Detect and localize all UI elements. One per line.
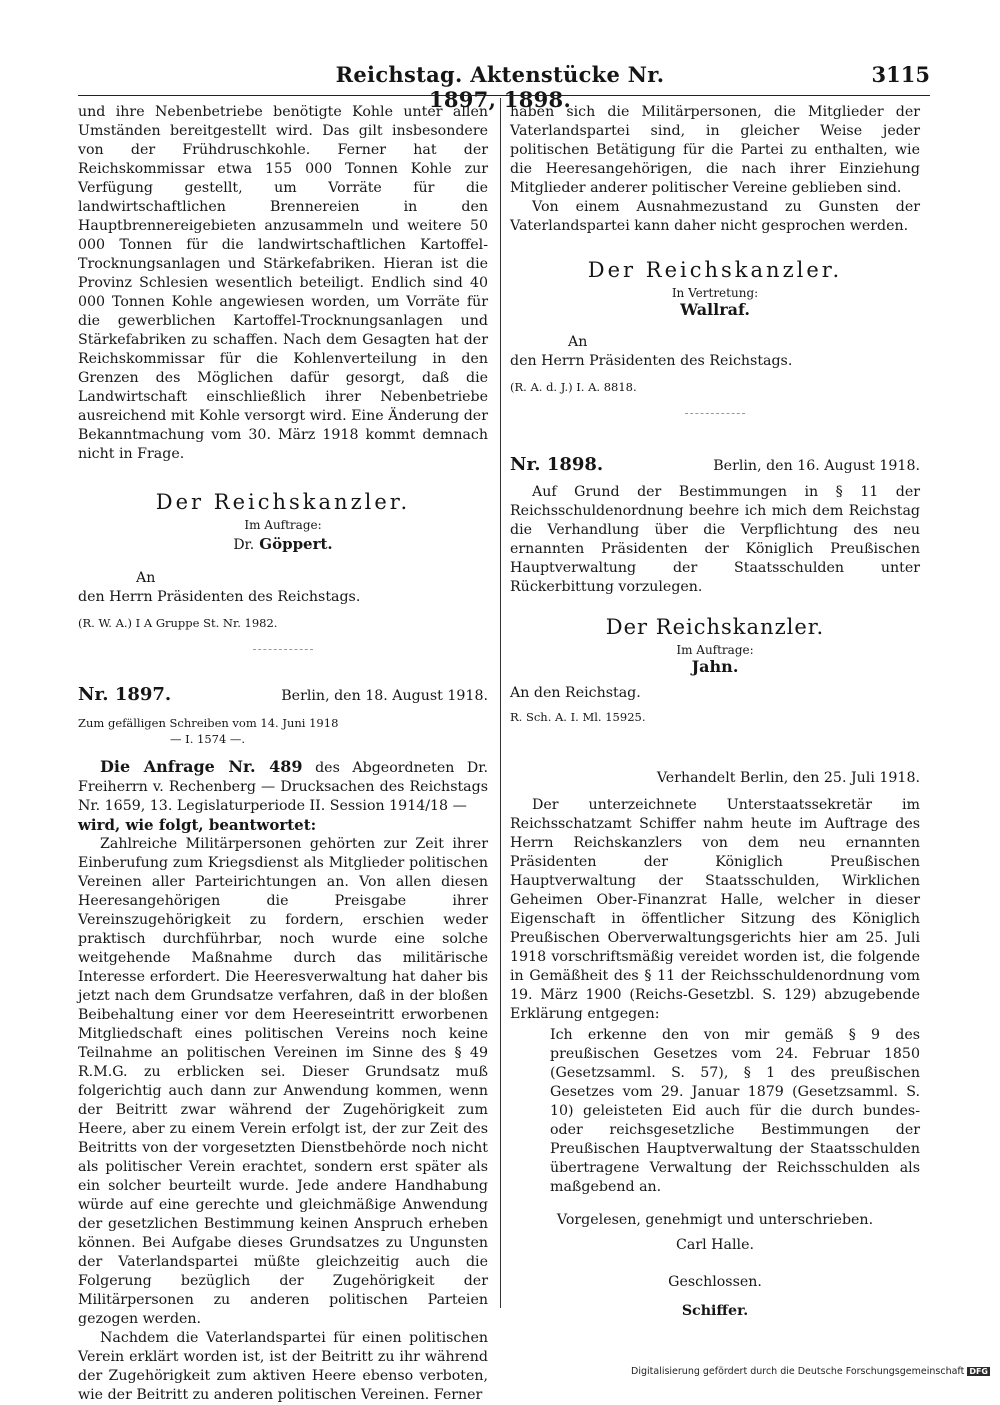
signature-capacity: Im Auftrage: [676, 643, 754, 657]
transmittal-paragraph: Auf Grund der Bestimmungen in § 11 der Reichsschuldenordnung beehre ich mich dem Reichstag die Verhandlung über die Verpflichtung des neu ernannten Präsidenten der Königlich Preußischen Hauptverwaltung der Staatsschulden unter Rückerbittung vorzulegen. [510, 484, 920, 595]
signature-name: Wallraf. [680, 300, 750, 319]
right-column [510, 103, 920, 1321]
address-an: An [568, 334, 588, 350]
reference-note: (R. W. A.) I A Gruppe St. Nr. 1982. [78, 616, 278, 630]
continuation-paragraph: haben sich die Militärpersonen, die Mitglieder der Vaterlandspartei sind, in gleicher Weise jeder politischen Betätigung für die Partei zu enthalten, wie die Heeresangehörigen, die nach ihrer Einziehung Mitglieder anderer politischer Vereine geblieben sind. [510, 104, 920, 196]
anfrage-title: Die Anfrage Nr. 489 [100, 757, 303, 776]
declarant-signature: Carl Halle. [676, 1237, 754, 1253]
anfrage-answer-line: wird, wie folgt, beantwortet: [78, 816, 317, 834]
official-signature: Schiffer. [681, 1303, 749, 1319]
anfrage-paragraph [78, 757, 488, 816]
footer-text: Digitalisierung gefördert durch die Deutsche Forschungsgemeinschaft [631, 1366, 965, 1377]
closed-note: Geschlossen. [668, 1274, 762, 1290]
signature-capacity: Im Auftrage: [244, 518, 322, 532]
address-an: An [136, 570, 156, 586]
running-header-title: Reichstag. Aktenstücke Nr. 1897, 1898. [335, 62, 665, 112]
reference-note: (R. A. d. J.) I. A. 8818. [510, 380, 637, 394]
read-approved-signed: Vorgelesen, genehmigt und unterschrieben. [556, 1212, 874, 1228]
document-heading [78, 684, 488, 705]
document-date: Berlin, den 18. August 1918. [281, 688, 488, 704]
answer-paragraph-2: Nachdem die Vaterlandspartei für einen politischen Verein erklärt worden ist, ist der Beitritt zu ihr während der Zugehörigkeit zum aktiven Heere ebenso verboten, wie der Beitritt zu anderen politischen Vereinen. Ferner [78, 1330, 488, 1403]
signature-title: Der Reichskanzler. [605, 615, 825, 639]
left-column [78, 103, 488, 1405]
anfrage-text: des Abgeordneten Dr. Freiherrn v. Rechenberg — Drucksachen des Reichstags Nr. 1659, 13. Legislaturperiode II. Session 1914/18 — [78, 760, 488, 814]
signature-name: Göppert. [259, 535, 333, 553]
header-rule [78, 95, 930, 96]
signature-name: Jahn. [691, 657, 739, 676]
letter-reference: Zum gefälligen Schreiben vom 14. Juni 1918 [78, 716, 339, 730]
reference-note: R. Sch. A. I. Ml. 15925. [510, 710, 646, 724]
signature-line [78, 534, 488, 553]
address-recipient: den Herrn Präsidenten des Reichstags. [78, 589, 361, 605]
document-date: Berlin, den 16. August 1918. [713, 458, 920, 474]
letter-reference-number: — I. 1574 —. [170, 732, 246, 746]
oath-declaration: Ich erkenne den von mir gemäß § 9 des preußischen Gesetzes vom 24. Februar 1850 (Gesetzsamml. S. 57), § 1 des preußischen Gesetzes vom 29. Januar 1879 (Gesetzsamml. S. 10) geleisteten Eid auch für die durch bundes- oder reichsgesetzliche Bestimmungen der Preußischen Hauptverwaltung der Staatsschulden übertragene Verwaltung der Reichsschulden als maßgebend an. [550, 1027, 920, 1195]
verhandelt-dateline: Verhandelt Berlin, den 25. Juli 1918. [656, 770, 920, 786]
signature-name-prefix: Dr. [233, 537, 255, 553]
exception-paragraph: Von einem Ausnahmezustand zu Gunsten der Vaterlandspartei kann daher nicht gesprochen werden. [510, 199, 920, 234]
answer-paragraph-1: Zahlreiche Militärpersonen gehörten zur Zeit ihrer Einberufung zum Kriegsdienst als Mitglieder politischen Vereinen aller Parteirichtungen an. Von allen diesen Heeresangehörigen die Preisgabe ihrer Vereinszugehörigkeit zu fordern, erschien weder praktisch durchführbar, noch wurde eine solche weitgehende Maßnahme durch das militärische Interesse erfordert. Die Heeresverwaltung hat daher bis jetzt nach dem Grundsatze verfahren, daß in der bloßen Beibehaltung einer vor dem Heereseintritt erworbenen Mitgliedschaft eines politischen Vereins noch keine Teilnahme an politischen Vereinen im Sinne des § 49 R.M.G. zu erblicken sei. Dieser Grundsatz muß folgerichtig auch dann zur Anwendung kommen, wenn der Beitritt zwar während der Zugehörigkeit zum Heere, aber zu einem Verein erfolgt ist, der zur Zeit des Beitritts von der vorgesetzten Dienstbehörde noch nicht als politischer Verein erachtet, sondern erst später als ein solcher beurteilt wurde. Jede andere Handhabung würde auf eine gerechte und gleichmäßige Anwendung der gesetzlichen Bestimmung keinen Anspruch erheben können. Bei Aufgabe dieses Grundsatzes zu Ungunsten der Vaterlandspartei müßte gleichzeitig auch die Folgerung bezüglich der Zugehörigkeit der Militärpersonen zu anderen politischen Parteien gezogen werden. [78, 836, 488, 1327]
protocol-paragraph: Der unterzeichnete Unterstaatssekretär im Reichsschatzamt Schiffer nahm heute im Auftrage des Herrn Reichskanzlers von dem neu ernannten Präsidenten der Königlich Preußischen Hauptverwaltung der Staatsschulden, Wirklichen Geheimen Ober-Finanzrat Halle, welcher in dieser Eigenschaft in öffentlicher Sitzung des Königlich Preußischen Oberverwaltungsgerichts hier am 25. Juli 1918 vorschriftsmäßig vereidet worden ist, die folgende in Gemäßheit des § 11 der Reichsschuldenordnung vom 19. März 1900 (Reichs-Gesetzbl. S. 129) abzugebende Erklärung entgegen: [510, 797, 920, 1022]
dfg-logo: DFG [969, 1367, 988, 1376]
document-heading [510, 454, 920, 475]
document-number: Nr. 1897. [78, 684, 172, 705]
intro-paragraph: und ihre Nebenbetriebe benötigte Kohle unter allen Umständen bereitgestellt wird. Das gilt insbesondere von der Frühdruschkohle. Ferner hat der Reichskommissar etwa 155 000 Tonnen Kohle zur Verfügung gestellt, um Vorräte für die landwirtschaftlichen Brennereien in den Hauptbrennereigebieten anzusammeln und weitere 50 000 Tonnen für die landwirtschaftlichen Kartoffel-Trocknungsanlagen und Stärkefabriken. Hieran ist die Provinz Schlesien wesentlich beteiligt. Endlich sind 40 000 Tonnen Kohle angewiesen worden, um Vorräte für die gewerblichen Kartoffel-Trocknungsanlagen und Stärkefabriken zu schaffen. Nach dem Gesagten hat der Reichskommissar für die Kohlenverteilung in den Grenzen des Möglichen dafür gesorgt, daß die Landwirtschaft einschließlich ihrer Nebenbetriebe ausreichend mit Kohle versorgt wird. Eine Änderung der Bekanntmachung vom 30. März 1918 kommt demnach nicht in Frage. [78, 104, 488, 462]
signature-title: Der Reichskanzler. [587, 258, 843, 282]
signature-capacity: In Vertretung: [671, 286, 759, 300]
address-recipient: An den Reichstag. [510, 685, 641, 701]
document-number: Nr. 1898. [510, 454, 604, 475]
page-number: 3115 [871, 62, 930, 87]
address-recipient: den Herrn Präsidenten des Reichstags. [510, 353, 793, 369]
column-divider [500, 98, 501, 1308]
signature-title: Der Reichskanzler. [155, 490, 411, 514]
digitization-footer [600, 1366, 990, 1377]
